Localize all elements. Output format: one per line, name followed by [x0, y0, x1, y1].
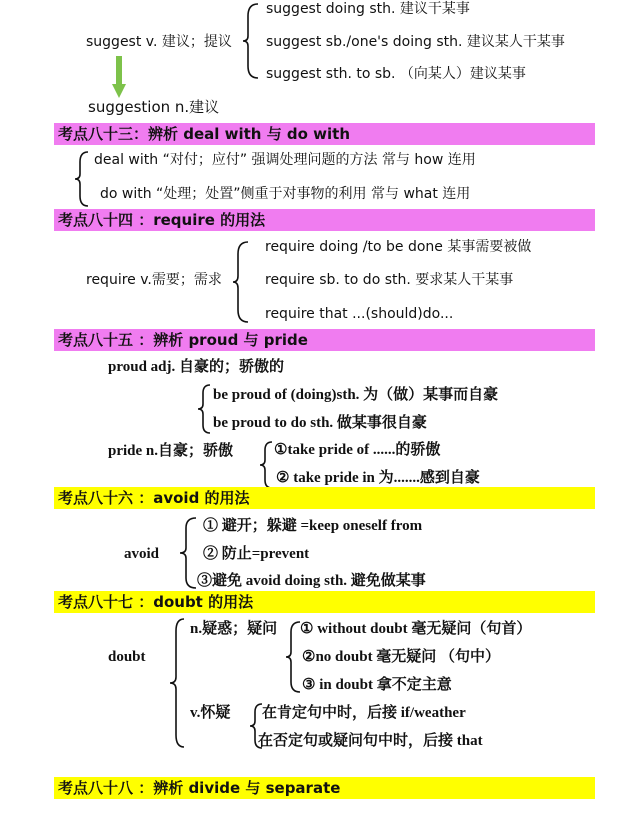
section-header-83: 考点八十三：辨析 deal with 与 do with — [54, 123, 595, 145]
suggestion-noun: suggestion n.建议 — [88, 98, 220, 116]
down-arrow-icon — [112, 56, 126, 98]
section-header-84: 考点八十四 ：require 的用法 — [54, 209, 595, 231]
avoid-item: ② 防止=prevent — [203, 546, 310, 562]
deal-item: deal with “对付；应付” 强调处理问题的方法 常与 how 连用 — [94, 152, 476, 168]
require-headword: require v.需要；需求 — [86, 272, 222, 288]
section-header-86: 考点八十六 ：avoid 的用法 — [54, 487, 595, 509]
section-header-85: 考点八十五 ：辨析 proud 与 pride — [54, 329, 595, 351]
doubt-noun-label: n.疑惑；疑问 — [190, 621, 278, 637]
doubt-noun-item: ① without doubt 毫无疑问（句首） — [300, 621, 532, 637]
doubt-headword: doubt — [108, 649, 146, 665]
pride-item: ② take pride in 为.......感到自豪 — [276, 470, 480, 486]
proud-item: be proud to do sth. 做某事很自豪 — [213, 415, 427, 431]
section-header-88: 考点八十八 ：辨析 divide 与 separate — [54, 777, 595, 799]
suggest-brace — [242, 2, 262, 80]
doubt-noun-item: ②no doubt 毫无疑问 （句中） — [302, 649, 501, 665]
doubt-verb-label: v.怀疑 — [190, 705, 231, 721]
require-brace — [232, 240, 252, 324]
doubt-verb-item: 在否定句或疑问句中时，后接 that — [258, 733, 483, 749]
require-item: require doing /to be done 某事需要被做 — [265, 239, 532, 255]
avoid-item: ③避免 avoid doing sth. 避免做某事 — [197, 573, 426, 589]
avoid-item: ① 避开；躲避 =keep oneself from — [203, 518, 423, 534]
doubt-verb-item: 在肯定句中时，后接 if/weather — [262, 705, 466, 721]
proud-item: be proud of (doing)sth. 为（做）某事而自豪 — [213, 387, 499, 403]
require-item: require that ...(should)do... — [265, 306, 454, 322]
doubt-brace — [168, 617, 188, 749]
pride-item: ①take pride of ......的骄傲 — [274, 442, 441, 458]
suggest-item: suggest doing sth. 建议干某事 — [266, 1, 470, 17]
avoid-headword: avoid — [124, 546, 160, 562]
deal-brace — [74, 150, 92, 208]
suggest-item: suggest sb./one's doing sth. 建议某人干某事 — [266, 34, 565, 50]
suggest-headword: suggest v. 建议；提议 — [86, 34, 232, 50]
section-header-87: 考点八十七 ：doubt 的用法 — [54, 591, 595, 613]
require-item: require sb. to do sth. 要求某人干某事 — [265, 272, 514, 288]
deal-item: do with “处理；处置”侧重于对事物的利用 常与 what 连用 — [100, 186, 471, 202]
proud-brace — [196, 383, 214, 435]
proud-headword: proud adj. 自豪的；骄傲的 — [108, 359, 285, 375]
doubt-noun-item: ③ in doubt 拿不定主意 — [302, 677, 452, 693]
pride-headword: pride n.自豪；骄傲 — [108, 443, 234, 459]
suggest-item: suggest sth. to sb. （向某人）建议某事 — [266, 66, 526, 82]
